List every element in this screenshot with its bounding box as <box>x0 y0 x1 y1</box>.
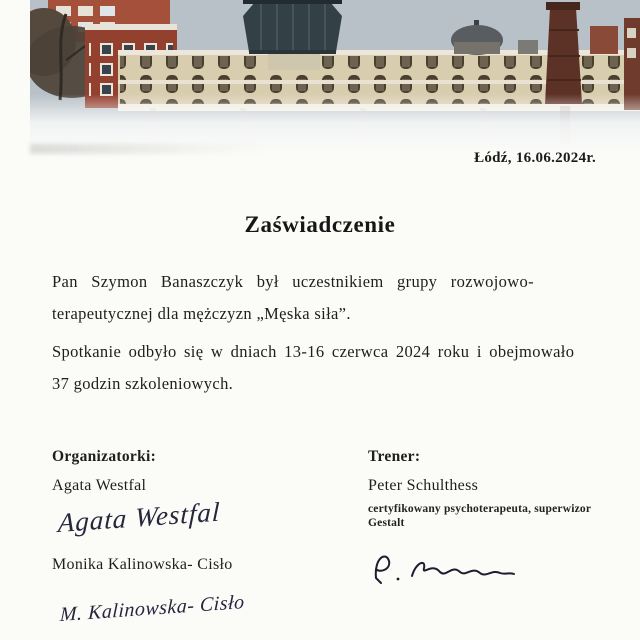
paragraph2-line2: 37 godzin szkoleniowych. <box>52 374 234 393</box>
signature-monika-kalinowska: M. Kalinowska- Cisło <box>59 591 245 627</box>
trainer-credentials-line2: Gestalt <box>368 517 405 529</box>
signature-agata-westfal: Agata Westfal <box>57 496 221 539</box>
organizers-heading: Organizatorki: <box>52 448 157 465</box>
paragraph1-line1: Pan Szymon Banaszczyk był uczestnikiem grupy rozwojowo- <box>52 272 534 291</box>
trainer-credentials <box>368 502 618 530</box>
lodz-cityscape-photo <box>30 0 640 152</box>
organizer-name-monika: Monika Kalinowska- Cisło <box>52 556 233 573</box>
paragraph-participant <box>52 266 592 330</box>
scan-smudge <box>30 144 270 154</box>
trainer-name: Peter Schulthess <box>368 477 479 494</box>
paragraph2-line1: Spotkanie odbyło się w dniach 13-16 czerwca 2024 roku i obejmowało <box>52 342 575 361</box>
paragraph1-line2: terapeutycznej dla mężczyzn „Męska siła”. <box>52 304 351 323</box>
header-photo <box>30 0 640 152</box>
organizer-name-agata: Agata Westfal <box>52 477 147 494</box>
trainer-heading: Trener: <box>368 448 421 465</box>
date-line: Łódź, 16.06.2024r. <box>474 150 596 166</box>
photo-chimney <box>545 2 582 104</box>
paragraph-meeting <box>52 336 592 400</box>
trainer-credentials-line1: certyfikowany psychoterapeuta, superwizor <box>368 503 592 515</box>
signature-peter-schulthess <box>368 546 518 590</box>
certificate-title: Zaświadczenie <box>244 212 396 237</box>
